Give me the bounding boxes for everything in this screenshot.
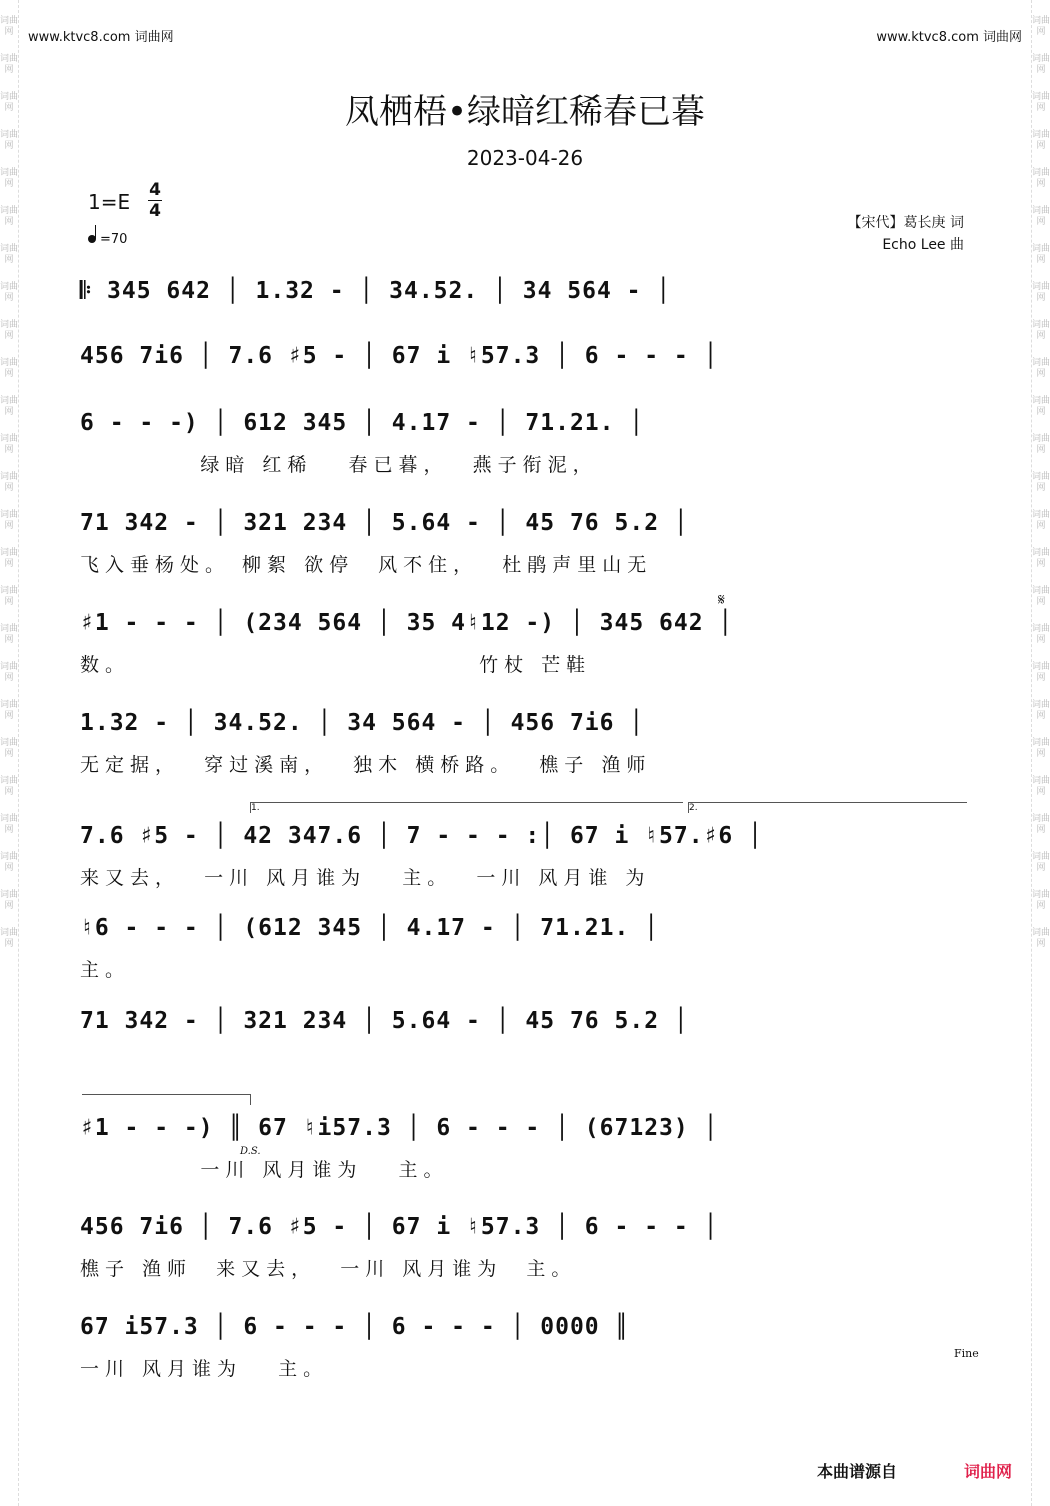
volta-label: 1. xyxy=(251,803,260,813)
notation-row: ♮6 - - - │ (612 345 │ 4.17 - │ 71.21. │ xyxy=(80,915,660,941)
lyric-row: 来又去， 一川 风月谁为 主。 一川 风月谁 为 xyxy=(80,867,651,889)
watermark-text: 词曲网 xyxy=(1032,624,1050,645)
song-title: 凤栖梧•绿暗红稀春已暮 xyxy=(344,92,706,132)
watermark-text: 词曲网 xyxy=(1032,700,1050,721)
lyric-row: 樵子 渔师 来又去， 一川 风月谁为 主。 xyxy=(80,1258,577,1280)
watermark-text: 词曲网 xyxy=(0,624,19,645)
tempo-value: =70 xyxy=(100,232,128,247)
notation-row: ♯1 - - - │ (234 564 │ 35 4♮12 -) │ 345 642 │ xyxy=(80,610,734,636)
key-signature: 1=E xyxy=(88,190,131,214)
notation-row: 𝄆 345 642 │ 1.32 - │ 34.52. │ 34 564 - │ xyxy=(80,278,672,304)
watermark-text: 词曲网 xyxy=(1032,396,1050,417)
watermark-text: 词曲网 xyxy=(0,130,19,151)
watermark-text: 词曲网 xyxy=(1032,814,1050,835)
watermark-text: 词曲网 xyxy=(1032,852,1050,873)
watermark-text: 词曲网 xyxy=(1032,586,1050,607)
time-bottom: 4 xyxy=(149,201,161,221)
watermark-text: 词曲网 xyxy=(0,814,19,835)
notation-row: ♯1 - - -) ║ 67 ♮i57.3 │ 6 - - - │ (67123) │ xyxy=(80,1115,719,1141)
watermark-text: 词曲网 xyxy=(1032,16,1050,37)
watermark-text: 词曲网 xyxy=(1032,472,1050,493)
lyric-row: 主。 xyxy=(80,959,131,981)
notation-row: 71 342 - │ 321 234 │ 5.64 - │ 45 76 5.2 │ xyxy=(80,510,689,536)
score-date: 2023-04-26 xyxy=(466,146,584,170)
lyric-row: 一川 风月谁为 主。 xyxy=(80,1358,329,1380)
watermark-text: 词曲网 xyxy=(1032,92,1050,113)
watermark-text: 词曲网 xyxy=(0,16,19,37)
volta-second-ending xyxy=(688,802,967,813)
time-top: 4 xyxy=(149,180,161,200)
time-signature xyxy=(148,180,162,221)
credits xyxy=(848,212,964,256)
composer: Echo Lee 曲 xyxy=(882,237,964,253)
volta-label: 2. xyxy=(689,803,698,813)
tempo-marking xyxy=(88,232,127,247)
watermark-text: 词曲网 xyxy=(1032,320,1050,341)
watermark-text: 词曲网 xyxy=(0,586,19,607)
watermark-text: 词曲网 xyxy=(0,472,19,493)
watermark-text: 词曲网 xyxy=(1032,738,1050,759)
notation-row: 1.32 - │ 34.52. │ 34 564 - │ 456 7i6 │ xyxy=(80,710,645,736)
volta-first-ending xyxy=(250,802,683,813)
lyric-row: 飞入垂杨处。 柳絮 欲停 风不住， 杜鹃声里山无 xyxy=(80,554,653,576)
site-url-left[interactable]: www.ktvc8.com 词曲网 xyxy=(28,30,174,45)
watermark-text: 词曲网 xyxy=(0,282,19,303)
watermark-text: 词曲网 xyxy=(0,700,19,721)
notation-row: 67 i57.3 │ 6 - - - │ 6 - - - │ 0000 ║ xyxy=(80,1314,630,1340)
watermark-text: 词曲网 xyxy=(0,510,19,531)
watermark-text: 词曲网 xyxy=(1032,662,1050,683)
source-brand[interactable]: 词曲网 xyxy=(964,1462,1013,1481)
watermark-text: 词曲网 xyxy=(0,434,19,455)
watermark-text: 词曲网 xyxy=(1032,244,1050,265)
watermark-text: 词曲网 xyxy=(0,852,19,873)
watermark-text: 词曲网 xyxy=(1032,358,1050,379)
watermark-text: 词曲网 xyxy=(0,320,19,341)
notation-row: 6 - - -) │ 612 345 │ 4.17 - │ 71.21. │ xyxy=(80,410,645,436)
fine-marker: Fine xyxy=(954,1347,979,1360)
watermark-strip-right xyxy=(1031,0,1050,1506)
watermark-text: 词曲网 xyxy=(0,890,19,911)
watermark-text: 词曲网 xyxy=(1032,776,1050,797)
notation-row: 71 342 - │ 321 234 │ 5.64 - │ 45 76 5.2 │ xyxy=(80,1008,689,1034)
lyric-row: 绿暗 红稀 春已暮， 燕子衔泥， xyxy=(80,454,598,476)
watermark-text: 词曲网 xyxy=(1032,510,1050,531)
segno-sign: 𝄋 xyxy=(718,590,725,609)
ds-marker: D.S. xyxy=(240,1146,261,1157)
watermark-strip-left xyxy=(0,0,19,1506)
watermark-text: 词曲网 xyxy=(0,206,19,227)
watermark-text: 词曲网 xyxy=(0,928,19,949)
watermark-text: 词曲网 xyxy=(1032,168,1050,189)
watermark-text: 词曲网 xyxy=(1032,130,1050,151)
watermark-text: 词曲网 xyxy=(1032,928,1050,949)
watermark-text: 词曲网 xyxy=(0,92,19,113)
watermark-text: 词曲网 xyxy=(0,358,19,379)
watermark-text: 词曲网 xyxy=(0,168,19,189)
watermark-text: 词曲网 xyxy=(0,776,19,797)
notation-row: 7.6 ♯5 - │ 42 347.6 │ 7 - - - :│ 67 i ♮57.♯6 │ xyxy=(80,823,763,849)
watermark-text: 词曲网 xyxy=(0,244,19,265)
watermark-text: 词曲网 xyxy=(0,662,19,683)
lyric-row: 数。 竹杖 芒鞋 xyxy=(80,654,592,676)
volta-bracket xyxy=(82,1094,251,1105)
source-label: 本曲谱源自 xyxy=(817,1462,898,1481)
notation-row: 456 7i6 │ 7.6 ♯5 - │ 67 i ♮57.3 │ 6 - - - │ xyxy=(80,343,719,369)
watermark-text: 词曲网 xyxy=(1032,282,1050,303)
watermark-text: 词曲网 xyxy=(1032,434,1050,455)
lyricist: 【宋代】葛长庚 词 xyxy=(847,215,964,231)
watermark-text: 词曲网 xyxy=(1032,890,1050,911)
lyric-row: 一川 风月谁为 主。 xyxy=(80,1159,449,1181)
watermark-text: 词曲网 xyxy=(1032,548,1050,569)
lyric-row: 无定据， 穿过溪南， 独木 横桥路。 樵子 渔师 xyxy=(80,754,652,776)
watermark-text: 词曲网 xyxy=(0,548,19,569)
site-url-right[interactable]: www.ktvc8.com 词曲网 xyxy=(876,30,1022,45)
watermark-text: 词曲网 xyxy=(0,738,19,759)
watermark-text: 词曲网 xyxy=(1032,206,1050,227)
notation-row: 456 7i6 │ 7.6 ♯5 - │ 67 i ♮57.3 │ 6 - - - │ xyxy=(80,1214,719,1240)
quarter-note-icon xyxy=(88,235,96,243)
watermark-text: 词曲网 xyxy=(1032,54,1050,75)
watermark-text: 词曲网 xyxy=(0,396,19,417)
watermark-text: 词曲网 xyxy=(0,54,19,75)
